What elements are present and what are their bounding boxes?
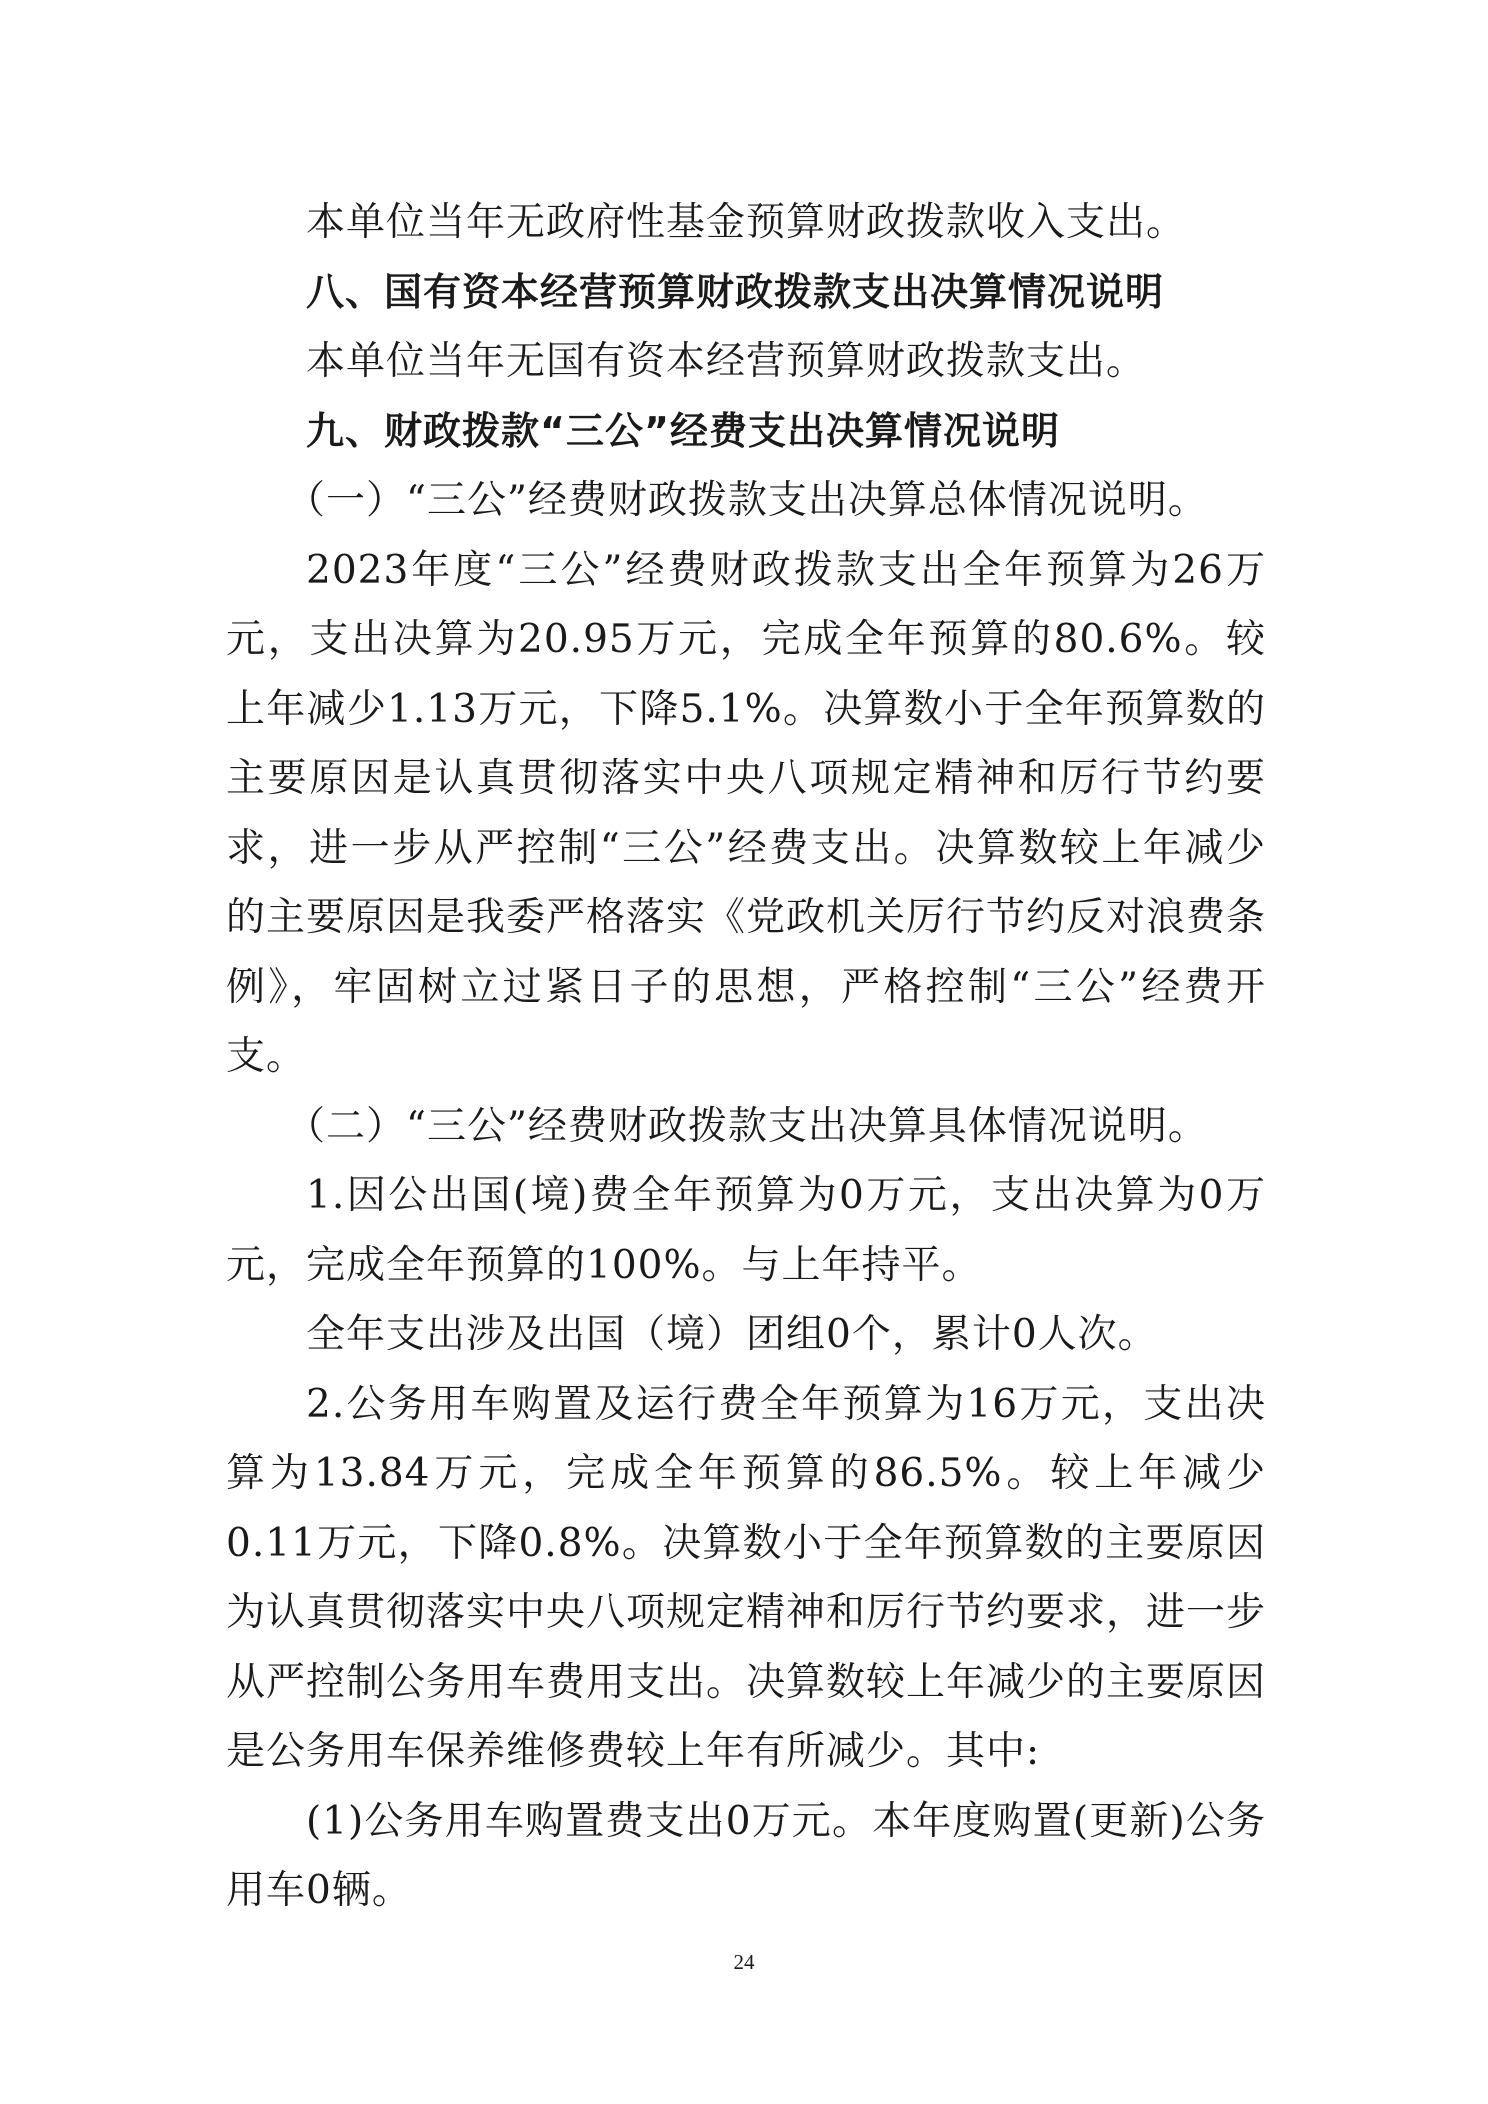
paragraph-vehicle-purchase: (1)公务用车购置费支出0万元。本年度购置(更新)公务用车0辆。 (226, 1798, 1266, 1913)
paragraph-state-capital: 本单位当年无国有资本经营预算财政拨款支出。 (306, 339, 1147, 384)
paragraph-government-fund: 本单位当年无政府性基金预算财政拨款收入支出。 (306, 200, 1187, 245)
section-heading-9: 九、财政拨款“三公”经费支出决算情况说明 (306, 408, 1060, 453)
subsection-heading-1: （一）“三公”经费财政拨款支出决算总体情况说明。 (286, 478, 1208, 523)
page-content (226, 188, 1266, 1926)
paragraph-vehicle-costs: 2.公务用车购置及运行费全年预算为16万元，支出决算为13.84万元，完成全年预算的86.5%。较上年减少0.11万元，下降0.8%。决算数小于全年预算数的主要原因为认真贯彻落实中央八项规定精神和厉行节约要求，进一步从严控制公务用车费用支出。决算数较上年减少的主要原因是公务用车保养维修费较上年有所减少。其中: (226, 1381, 1267, 1774)
subsection-heading-2: （二）“三公”经费财政拨款支出决算具体情况说明。 (286, 1103, 1208, 1149)
paragraph-overall-summary: 2023年度“三公”经费财政拨款支出全年预算为26万元，支出决算为20.95万元，完成全年预算的80.6%。较上年减少1.13万元，下降5.1%。决算数小于全年预算数的主要原因是认真贯彻落实中央八项规定精神和厉行节约要求，进一步从严控制“三公”经费支出。决算数较上年减少的主要原因是我委严格落实《党政机关厉行节约反对浪费条例》，牢固树立过紧日子的思想，严格控制“三公”经费开支。 (226, 547, 1267, 1079)
section-heading-8: 八、国有资本经营预算财政拨款支出决算情况说明 (306, 269, 1165, 314)
paragraph-overseas-groups: 全年支出涉及出国（境）团组0个，累计0人次。 (306, 1312, 1158, 1357)
paragraph-overseas-travel: 1.因公出国(境)费全年预算为0万元，支出决算为0万元，完成全年预算的100%。与上年持平。 (226, 1173, 1266, 1288)
page-number: 24 (733, 1950, 755, 1974)
